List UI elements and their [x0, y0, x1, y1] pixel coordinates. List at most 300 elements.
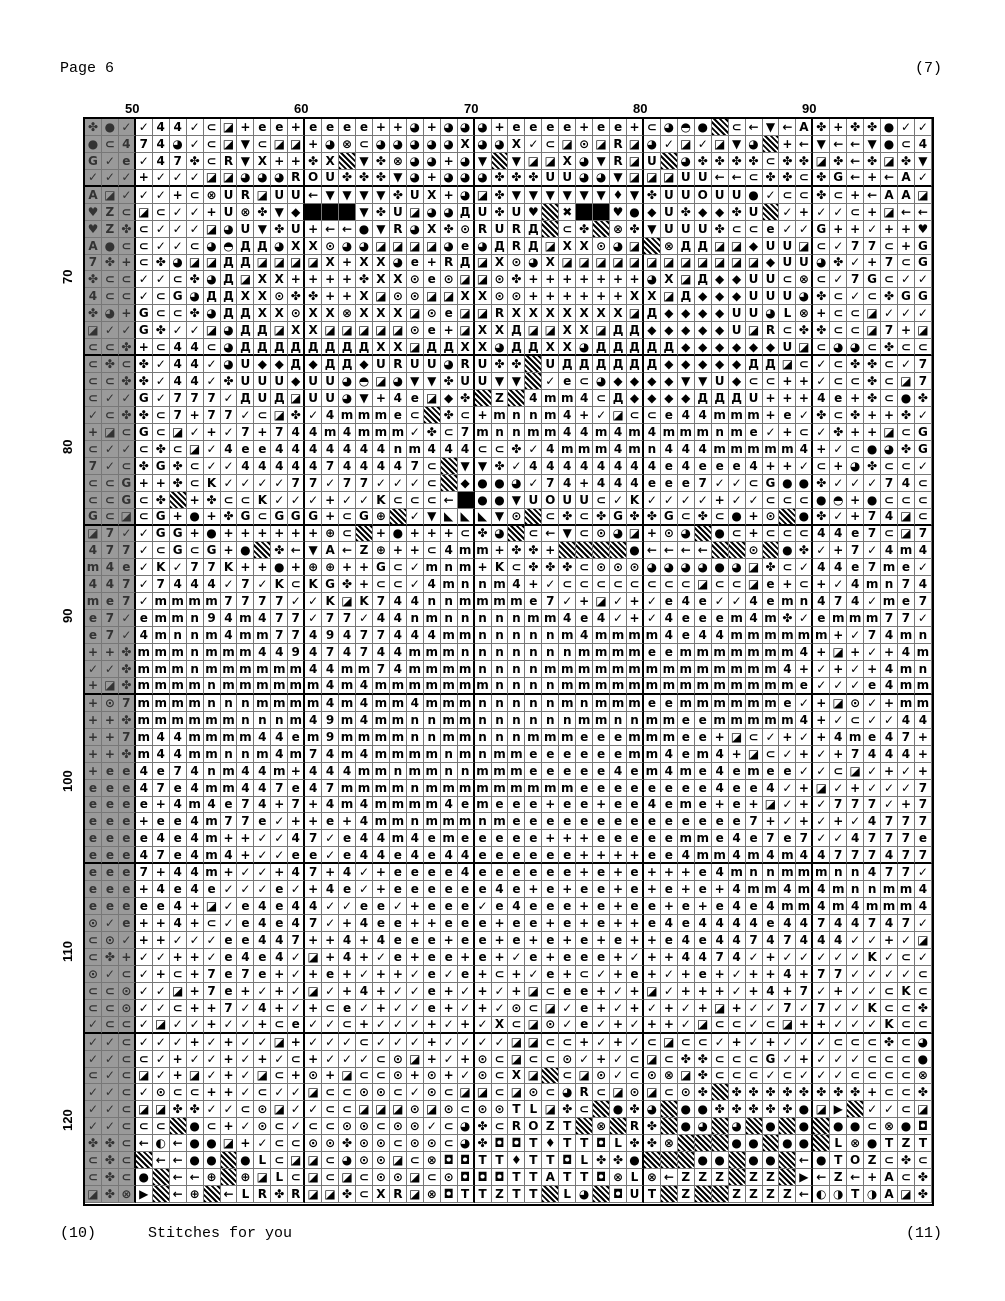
grid-cell: m [898, 881, 915, 898]
grid-cell: m [424, 797, 441, 814]
grid-cell: X [576, 238, 593, 255]
grid-cell: + [864, 661, 881, 678]
grid-cell: T [525, 1135, 542, 1152]
grid-cell: m [492, 593, 509, 610]
grid-cell: e [458, 915, 475, 932]
grid-cell: ⊂ [119, 966, 136, 983]
grid-cell: e [763, 593, 780, 610]
grid-cell: 4 [593, 610, 610, 627]
grid-cell: ✤ [763, 1084, 780, 1101]
grid-cell: m [254, 627, 271, 644]
grid-cell: e [102, 813, 119, 830]
grid-cell: ⊙ [424, 1068, 441, 1085]
grid-cell: + [237, 1135, 254, 1152]
grid-cell: e [508, 797, 525, 814]
grid-cell: m [458, 712, 475, 729]
grid-cell: X [424, 221, 441, 238]
grid-cell: ⊂ [85, 475, 102, 492]
grid-cell: ✓ [153, 1068, 170, 1085]
grid-cell: m [458, 559, 475, 576]
grid-cell: e [458, 881, 475, 898]
grid-cell: + [187, 1000, 204, 1017]
grid-cell: ⊂ [729, 1068, 746, 1085]
grid-cell: + [170, 509, 187, 526]
grid-cell: ◪ [508, 1084, 525, 1101]
grid-cell: m [221, 644, 238, 661]
grid-cell: + [339, 983, 356, 1000]
grid-cell: ⊂ [610, 576, 627, 593]
grid-cell: + [373, 526, 390, 543]
grid-cell: ⊂ [898, 1068, 915, 1085]
grid-cell: ✓ [864, 763, 881, 780]
grid-cell: ✤ [475, 526, 492, 543]
grid-cell: 4 [356, 746, 373, 763]
grid-cell: e [576, 983, 593, 1000]
grid-cell: m [610, 644, 627, 661]
grid-cell: + [847, 424, 864, 441]
grid-cell: e [695, 593, 712, 610]
grid-cell: 7 [271, 424, 288, 441]
grid-cell: ⊂ [898, 949, 915, 966]
grid-cell: ✓ [830, 712, 847, 729]
grid-cell: ◕ [661, 119, 678, 136]
grid-cell: ← [779, 119, 796, 136]
grid-cell: ⊙ [356, 1152, 373, 1169]
grid-cell: e [542, 813, 559, 830]
grid-cell: m [136, 695, 153, 712]
grid-cell: ● [678, 1101, 695, 1118]
grid-cell: m [339, 729, 356, 746]
grid-cell: ⊂ [796, 576, 813, 593]
grid-cell: + [864, 255, 881, 272]
grid-cell: ◪ [254, 255, 271, 272]
grid-cell: ⊂ [339, 526, 356, 543]
grid-cell: Z [712, 1169, 729, 1186]
grid-cell: 7 [915, 847, 932, 864]
grid-cell: ◘ [610, 1186, 627, 1203]
grid-cell: ✤ [746, 1101, 763, 1118]
grid-cell: + [796, 813, 813, 830]
grid-cell: + [322, 288, 339, 305]
grid-cell: U [322, 170, 339, 187]
grid-cell: m [356, 729, 373, 746]
grid-cell: e [864, 729, 881, 746]
grid-cell: ⊂ [390, 1135, 407, 1152]
grid-cell: ◕ [221, 322, 238, 339]
grid-cell: ◪ [187, 441, 204, 458]
grid-cell: G [898, 288, 915, 305]
grid-cell: ✓ [221, 424, 238, 441]
grid-cell: ◪ [237, 271, 254, 288]
grid-cell: ⊂ [559, 1034, 576, 1051]
grid-cell: e [695, 932, 712, 949]
grid-cell: ✓ [830, 949, 847, 966]
grid-cell: e [576, 1017, 593, 1034]
grid-cell: m [508, 780, 525, 797]
grid-cell: e [407, 881, 424, 898]
grid-cell: ⊂ [813, 238, 830, 255]
grid-cell: e [576, 881, 593, 898]
grid-cell: U [288, 187, 305, 204]
grid-cell: n [492, 695, 509, 712]
grid-cell: ⊂ [576, 509, 593, 526]
grid-cell: ◪ [204, 322, 221, 339]
grid-cell: ⊂ [576, 966, 593, 983]
grid-cell [339, 153, 356, 170]
grid-cell: ◆ [729, 288, 746, 305]
grid-cell: ◪ [390, 238, 407, 255]
grid-cell: ◪ [322, 1186, 339, 1203]
grid-cell: ◕ [390, 255, 407, 272]
grid-cell: 4 [136, 763, 153, 780]
grid-cell: m [593, 661, 610, 678]
grid-cell: ✓ [271, 830, 288, 847]
grid-cell: G [610, 509, 627, 526]
grid-cell: Z [830, 1169, 847, 1186]
grid-cell: 4 [712, 746, 729, 763]
grid-cell: 4 [610, 441, 627, 458]
grid-cell: ◕ [424, 153, 441, 170]
grid-cell: m [508, 746, 525, 763]
grid-cell: ⊂ [678, 509, 695, 526]
grid-cell: m [644, 763, 661, 780]
grid-cell: G [864, 271, 881, 288]
grid-cell: m [424, 661, 441, 678]
grid-cell: e [102, 797, 119, 814]
grid-cell: ◆ [695, 204, 712, 221]
grid-cell: + [695, 898, 712, 915]
grid-cell: m [373, 424, 390, 441]
grid-cell: ⊂ [830, 305, 847, 322]
grid-cell: ⊂ [813, 339, 830, 356]
grid-cell: ✤ [288, 407, 305, 424]
grid-cell: ⊙ [441, 1101, 458, 1118]
grid-cell: ◆ [763, 255, 780, 272]
grid-cell: ⊂ [678, 576, 695, 593]
grid-cell: e [712, 813, 729, 830]
grid-cell: U [237, 356, 254, 373]
grid-cell: Д [424, 339, 441, 356]
grid-cell: ← [136, 1135, 153, 1152]
grid-cell: ⊂ [271, 1068, 288, 1085]
grid-cell: ▼ [237, 136, 254, 153]
grid-cell: ◪ [356, 322, 373, 339]
grid-cell: R [610, 136, 627, 153]
grid-cell: ◆ [305, 356, 322, 373]
grid-cell: ✤ [508, 441, 525, 458]
grid-cell: e [221, 797, 238, 814]
grid-cell: 4 [237, 458, 254, 475]
grid-cell: + [102, 729, 119, 746]
grid-cell: 4 [881, 678, 898, 695]
grid-cell: ◆ [695, 288, 712, 305]
grid-cell: ◕ [475, 119, 492, 136]
grid-cell: G [85, 153, 102, 170]
grid-cell: + [627, 847, 644, 864]
grid-cell: ⊂ [170, 441, 187, 458]
grid-cell: m [390, 678, 407, 695]
grid-cell: m [712, 441, 729, 458]
grid-cell: ⊂ [373, 1068, 390, 1085]
grid-cell: + [763, 458, 780, 475]
grid-cell: ✤ [119, 712, 136, 729]
grid-cell: G [136, 424, 153, 441]
grid-cell: ▼ [508, 373, 525, 390]
grid-cell: n [204, 763, 221, 780]
grid-cell: ✓ [119, 170, 136, 187]
grid-cell: 4 [390, 661, 407, 678]
grid-cell: 7 [542, 593, 559, 610]
grid-cell: m [813, 627, 830, 644]
grid-cell: ◪ [407, 1186, 424, 1203]
grid-cell: ▼ [322, 187, 339, 204]
grid-cell: e [763, 763, 780, 780]
grid-cell: 4 [322, 881, 339, 898]
grid-cell: ◪ [746, 559, 763, 576]
grid-cell: e [779, 763, 796, 780]
grid-cell: m [271, 661, 288, 678]
grid-cell: 4 [373, 830, 390, 847]
grid-cell: + [102, 644, 119, 661]
grid-cell: n [475, 729, 492, 746]
grid-cell: ✓ [237, 1000, 254, 1017]
grid-cell: ✓ [271, 475, 288, 492]
grid-cell: + [204, 424, 221, 441]
grid-cell: e [339, 119, 356, 136]
grid-cell: ✓ [170, 322, 187, 339]
grid-cell: n [542, 712, 559, 729]
grid-cell [729, 542, 746, 559]
grid-cell: R [508, 221, 525, 238]
grid-cell: 4 [187, 813, 204, 830]
grid-cell: U [695, 221, 712, 238]
grid-cell: 7 [322, 780, 339, 797]
grid-cell: ◆ [695, 322, 712, 339]
grid-cell: m [847, 729, 864, 746]
grid-cell: n [492, 627, 509, 644]
grid-cell: ✤ [559, 509, 576, 526]
grid-cell: e [119, 559, 136, 576]
grid-cell: О [542, 492, 559, 509]
grid-cell: ◪ [288, 390, 305, 407]
grid-cell: ⊂ [153, 542, 170, 559]
grid-cell [542, 1068, 559, 1085]
grid-cell: + [373, 983, 390, 1000]
grid-cell: ✤ [119, 746, 136, 763]
grid-cell: 7 [339, 475, 356, 492]
grid-cell: G [119, 492, 136, 509]
grid-cell: ⊕ [322, 526, 339, 543]
grid-cell: 4 [424, 576, 441, 593]
grid-cell: ✓ [763, 187, 780, 204]
grid-cell: m [678, 695, 695, 712]
grid-cell: ⊂ [712, 1017, 729, 1034]
grid-cell: ✤ [85, 119, 102, 136]
grid-cell: m [305, 678, 322, 695]
grid-cell: n [407, 712, 424, 729]
grid-cell: 9 [322, 712, 339, 729]
grid-cell: ◆ [678, 390, 695, 407]
grid-cell: U [288, 221, 305, 238]
grid-cell: e [746, 830, 763, 847]
grid-cell: ⊙ [492, 288, 509, 305]
grid-cell: ◆ [712, 305, 729, 322]
grid-cell: Д [339, 356, 356, 373]
grid-cell: + [542, 288, 559, 305]
grid-cell: 4 [796, 712, 813, 729]
grid-cell: + [237, 526, 254, 543]
grid-cell: m [237, 627, 254, 644]
grid-cell: ⊙ [373, 1084, 390, 1101]
grid-cell: ✓ [881, 305, 898, 322]
grid-cell: ✓ [170, 1034, 187, 1051]
grid-cell: + [593, 983, 610, 1000]
grid-cell: e [322, 119, 339, 136]
grid-cell: ✓ [864, 1017, 881, 1034]
grid-cell: + [119, 255, 136, 272]
grid-cell: ✓ [864, 1101, 881, 1118]
grid-cell: ✤ [492, 170, 509, 187]
grid-cell: e [475, 864, 492, 881]
grid-cell: m [763, 644, 780, 661]
grid-cell: e [644, 813, 661, 830]
grid-cell: X [542, 255, 559, 272]
grid-cell: + [830, 983, 847, 1000]
grid-cell: n [508, 695, 525, 712]
grid-cell: + [458, 949, 475, 966]
grid-cell: ⊙ [610, 559, 627, 576]
grid-cell: 4 [356, 813, 373, 830]
grid-cell [339, 204, 356, 221]
grid-cell: + [339, 813, 356, 830]
grid-cell: ● [729, 509, 746, 526]
grid-cell: ⊂ [102, 136, 119, 153]
grid-cell: e [678, 627, 695, 644]
grid-cell: ✓ [898, 119, 915, 136]
grid-cell: 4 [322, 797, 339, 814]
grid-cell: ← [796, 136, 813, 153]
grid-cell: + [288, 1068, 305, 1085]
grid-cell: U [271, 187, 288, 204]
grid-cell: U [661, 221, 678, 238]
grid-cell: 7 [237, 813, 254, 830]
grid-cell: ⊙ [102, 932, 119, 949]
grid-cell: Д [644, 305, 661, 322]
grid-cell: + [492, 915, 509, 932]
grid-cell: 4 [898, 712, 915, 729]
grid-cell: ⊙ [508, 255, 525, 272]
grid-cell: ✓ [221, 1101, 238, 1118]
grid-cell: e [525, 119, 542, 136]
grid-cell: + [779, 424, 796, 441]
grid-cell: n [475, 746, 492, 763]
grid-cell: ✓ [102, 1118, 119, 1135]
grid-cell: m [390, 797, 407, 814]
grid-cell: m [576, 441, 593, 458]
grid-cell: m [492, 813, 509, 830]
grid-cell: + [85, 763, 102, 780]
grid-cell: ⊂ [746, 1051, 763, 1068]
grid-cell: e [102, 830, 119, 847]
grid-cell: ✓ [288, 1101, 305, 1118]
grid-cell: 4 [830, 932, 847, 949]
grid-cell: 7 [915, 797, 932, 814]
grid-cell: e [237, 932, 254, 949]
grid-cell: ✤ [492, 356, 509, 373]
grid-cell: e [627, 763, 644, 780]
grid-cell: ✓ [136, 542, 153, 559]
grid-cell: 7 [695, 475, 712, 492]
grid-cell: n [508, 627, 525, 644]
grid-cell: ▼ [593, 153, 610, 170]
grid-cell: e [373, 898, 390, 915]
grid-cell: e [237, 915, 254, 932]
grid-cell: ✓ [813, 983, 830, 1000]
column-label: 50 [125, 101, 140, 116]
grid-cell: e [915, 830, 932, 847]
grid-cell: ◕ [390, 136, 407, 153]
grid-cell: ✓ [864, 475, 881, 492]
grid-cell: e [542, 847, 559, 864]
grid-cell: ⊂ [898, 1084, 915, 1101]
grid-cell: T [492, 1152, 509, 1169]
grid-cell [847, 1101, 864, 1118]
grid-cell: L [610, 1135, 627, 1152]
grid-cell: n [441, 746, 458, 763]
grid-cell: ✓ [847, 949, 864, 966]
grid-cell: ◆ [254, 356, 271, 373]
grid-cell: 4 [779, 966, 796, 983]
grid-cell: X [542, 339, 559, 356]
grid-cell: m [204, 746, 221, 763]
grid-cell: 4 [305, 644, 322, 661]
grid-cell: n [525, 695, 542, 712]
grid-cell: e [644, 847, 661, 864]
grid-cell: e [644, 644, 661, 661]
grid-cell: ✓ [339, 1051, 356, 1068]
grid-cell: ✓ [322, 475, 339, 492]
grid-cell: ◪ [390, 1101, 407, 1118]
grid-cell: e [221, 983, 238, 1000]
grid-cell: U [271, 373, 288, 390]
grid-cell: ⊂ [576, 559, 593, 576]
grid-cell: ◕ [576, 1186, 593, 1203]
grid-cell: e [441, 305, 458, 322]
grid-cell: Д [593, 356, 610, 373]
grid-cell: ✓ [102, 458, 119, 475]
grid-cell: m [576, 712, 593, 729]
grid-cell: ✤ [119, 407, 136, 424]
grid-cell: ✤ [830, 255, 847, 272]
grid-cell: m [221, 661, 238, 678]
grid-cell: ◆ [712, 288, 729, 305]
grid-cell: 4 [458, 847, 475, 864]
grid-cell: ● [712, 559, 729, 576]
grid-cell: ⊂ [847, 1068, 864, 1085]
grid-cell: Z [492, 1186, 509, 1203]
grid-cell: m [746, 644, 763, 661]
grid-cell: m [576, 644, 593, 661]
grid-cell: m [763, 712, 780, 729]
grid-cell: m [542, 390, 559, 407]
grid-cell: + [525, 881, 542, 898]
grid-cell: e [627, 813, 644, 830]
grid-cell: 7 [204, 407, 221, 424]
grid-cell: ◪ [85, 1186, 102, 1203]
grid-cell: ◆ [644, 204, 661, 221]
grid-cell: ✓ [830, 441, 847, 458]
grid-cell: ✓ [271, 492, 288, 509]
